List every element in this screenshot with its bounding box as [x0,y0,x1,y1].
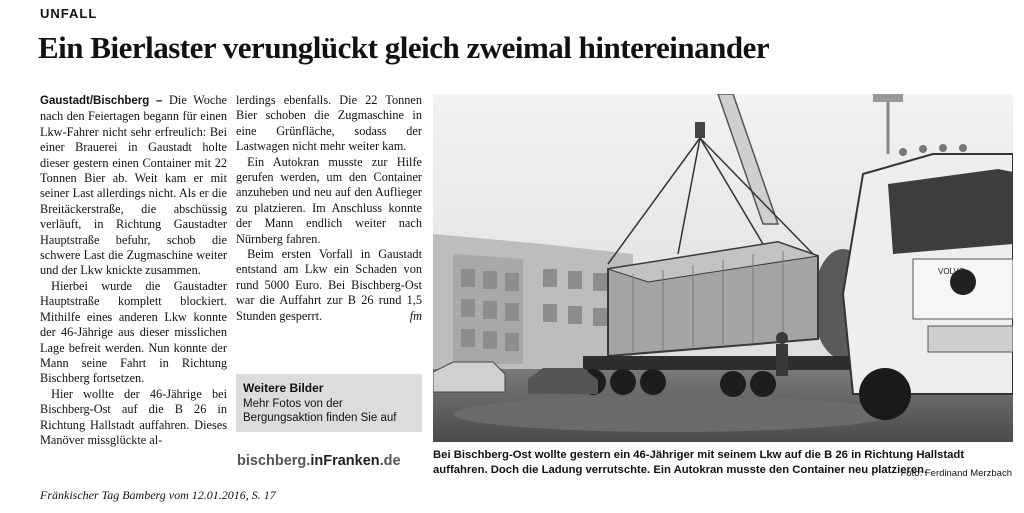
article-column-2 [236,93,422,325]
author-initials: fm [409,309,422,324]
page-title: Ein Bierlaster verunglückt gleich zweimal hintereinander [38,30,770,65]
website-link-part: .de [379,453,401,469]
photo-credit: Foto: Ferdinand Merzbach [900,468,1012,479]
article-paragraph: Hier wollte der 46-Jährige bei Bischberg-Ost auf die B 26 in Richtung Hallstadt auffahren. Dieses Manöver missglückte al- [40,386,227,447]
article-paragraph: lerdings ebenfalls. Die 22 Tonnen Bier schoben die Zugmaschine in eine Grünfläche, sodass der Lastwagen nicht mehr weiter kam. [236,93,422,154]
section-kicker: UNFALL [40,6,98,21]
article-column-1 [40,93,227,448]
more-photos-text: Mehr Fotos von der Bergungsaktion finden Sie auf [243,398,397,424]
photo-caption: Bei Bischberg-Ost wollte gestern ein 46-Jähriger mit seinem Lkw auf die B 26 in Richtung Hallstadt auffahren. Doch die Ladung verrutschte. Ein Autokran musste den Container neu platzieren. [433,449,965,476]
article-paragraph: Ein Autokran musste zur Hilfe gerufen werden, um den Container anzuheben und neu auf den Auflieger zu platzieren. Im Anschluss konnte der Mann endlich weiter nach Nürnberg fahren. [236,154,422,246]
more-photos-box [236,374,422,432]
more-photos-title: Weitere Bilder [243,381,324,395]
article-paragraph: Hierbei wurde die Gaustadter Hauptstraße komplett blockiert. Mithilfe eines anderen Lkw konnte der 46-Jährige aus dieser misslichen Lage befreit werden. Nun konnte der Mann seine Fahrt in Richtung Bischberg fortsetzen. [40,278,227,386]
article-text: Die Woche nach den Feiertagen begann für einen Lkw-Fahrer nicht sehr erfreulich: Bei einer Brauerei in Gaustadt holte dieser gestern einen Container mit 22 Tonnen Bier ab. Weit kam er mit seiner Last allerdings nicht. Als er die Breitäckerstraße, die abschüssig verläuft, in Richtung Gaustadter Hauptstraße befuhr, schob die schwere Last die Zugmaschine weiter und der Lkw knickte zusammen. [40,93,227,278]
source-line: Fränkischer Tag Bamberg vom 12.01.2016, S. 17 [40,488,276,502]
website-link-brand: inFranken [310,453,380,469]
website-link-part: bischberg. [237,453,311,469]
news-photo [433,94,1013,442]
website-link[interactable] [237,453,401,469]
photo-truck-crane-container-icon [433,94,1013,442]
article-paragraph [40,93,227,279]
truck-brand: VOLVO [938,267,965,276]
article-paragraph: Beim ersten Vorfall in Gaustadt entstand am Lkw ein Schaden von rund 5000 Euro. Bei Bischberg-Ost war die Auffahrt zur B 26 rund 1,5 Stunden gesperrt. [236,247,422,323]
article-dateline: Gaustadt/Bischberg – [40,95,163,107]
